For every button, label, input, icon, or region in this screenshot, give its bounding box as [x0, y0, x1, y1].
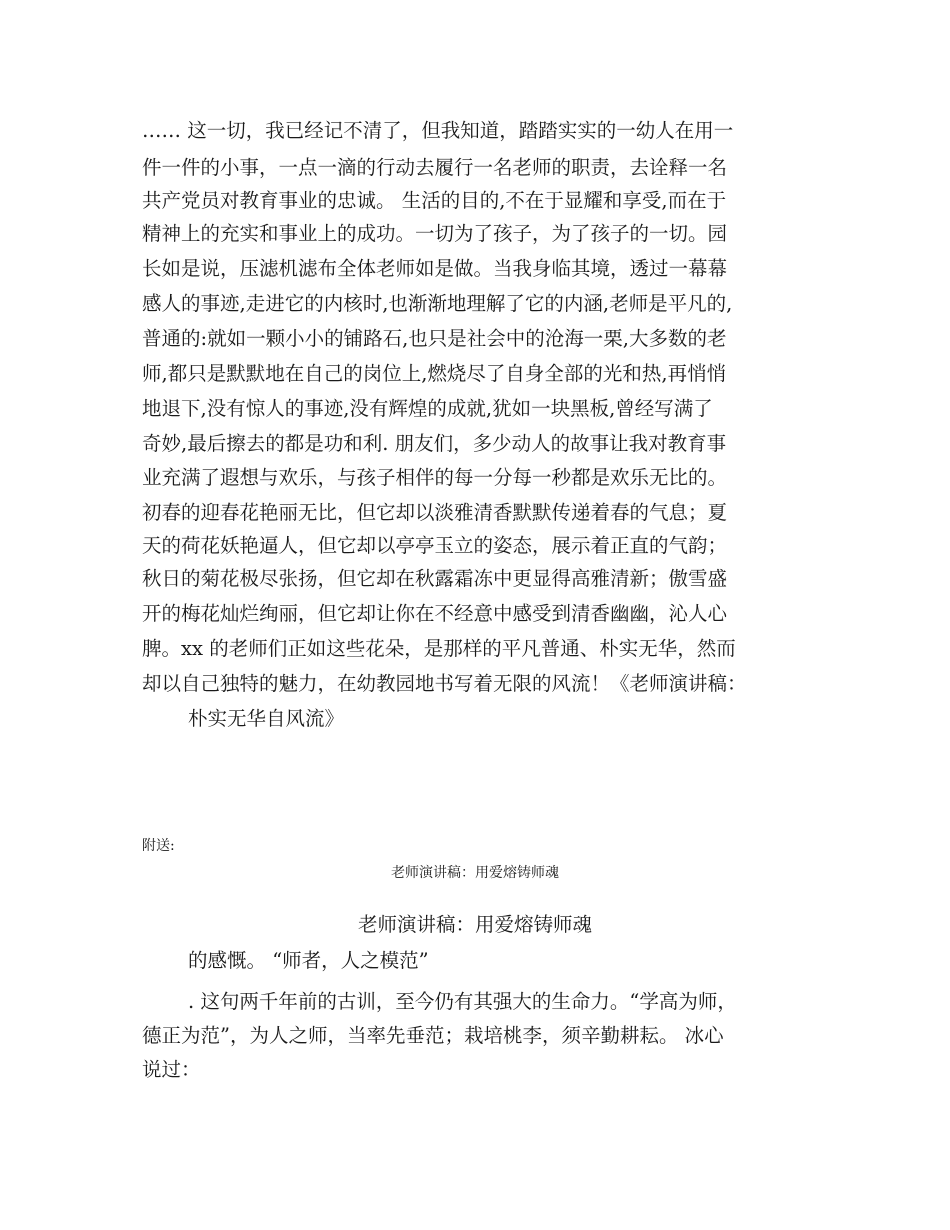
- paragraph-line: 天的荷花妖艳逼人，但它却以亭亭玉立的姿态，展示着正直的气韵；: [142, 534, 728, 557]
- paragraph-line: . 这句两千年前的古训，至今仍有其强大的生命力。“学高为师，: [188, 990, 737, 1013]
- paragraph-line: 初春的迎春花艳丽无比，但它却以淡雅清香默默传递着春的气息；夏: [142, 501, 728, 524]
- paragraph-line: 奇妙,最后擦去的都是功和利. 朋友们，多少动人的故事让我对教育事: [142, 432, 727, 455]
- paragraph-line: 件一件的小事，一点一滴的行动去履行一名老师的职责，去诠释一名: [142, 156, 728, 179]
- paragraph-line: 秋日的菊花极尽张扬，但它却在秋露霜冻中更显得高雅清新；傲雪盛: [142, 567, 728, 590]
- paragraph-line: 师,都只是默默地在自己的岗位上,燃烧尽了自身全部的光和热,再悄悄: [142, 362, 727, 385]
- paragraph-line: 精神上的充实和事业上的成功。一切为了孩子，为了孩子的一切。园: [142, 222, 728, 245]
- paragraph-line: 脾。xx 的老师们正如这些花朵，是那样的平凡普通、朴实无华，然而: [142, 637, 736, 660]
- paragraph-line: 说过：: [142, 1058, 201, 1081]
- paragraph-line: 的感慨。 “师者，人之模范”: [188, 949, 429, 972]
- appendix-title: 老师演讲稿：用爱熔铸师魂: [357, 913, 592, 936]
- paragraph-line: 地退下,没有惊人的事迹,没有辉煌的成就,犹如一块黑板,曾经写满了: [142, 397, 713, 420]
- paragraph-line: 感人的事迹,走进它的内核时,也渐渐地理解了它的内涵,老师是平凡的,: [142, 292, 733, 315]
- paragraph-line: 长如是说，压滤机滤布全体老师如是做。当我身临其境，透过一幕幕: [142, 257, 728, 280]
- paragraph-line: 业充满了遐想与欢乐，与孩子相伴的每一分每一秒都是欢乐无比的。: [142, 466, 728, 489]
- appendix-label: 附送:: [142, 838, 175, 854]
- paragraph-line: 开的梅花灿烂绚丽，但它却让你在不经意中感受到清香幽幽，沁人心: [142, 602, 728, 625]
- paragraph-line: 朴实无华自风流》: [188, 707, 345, 730]
- paragraph-line: 普通的:就如一颗小小的铺路石,也只是社会中的沧海一栗,大多数的老: [142, 327, 727, 350]
- paragraph-line: 共产党员对教育事业的忠诚。 生活的目的,不在于显耀和享受,而在于: [142, 189, 727, 212]
- paragraph-line: …… 这一切，我已经记不清了，但我知道，踏踏实实的一幼人在用一: [142, 119, 734, 142]
- paragraph-line: 德正为范”，为人之师，当率先垂范；栽培桃李，须辛勤耕耘。 冰心: [142, 1024, 724, 1047]
- paragraph-line: 却以自己独特的魅力，在幼教园地书写着无限的风流！《老师演讲稿：: [142, 672, 747, 695]
- appendix-title-small: 老师演讲稿：用爱熔铸师魂: [391, 865, 559, 881]
